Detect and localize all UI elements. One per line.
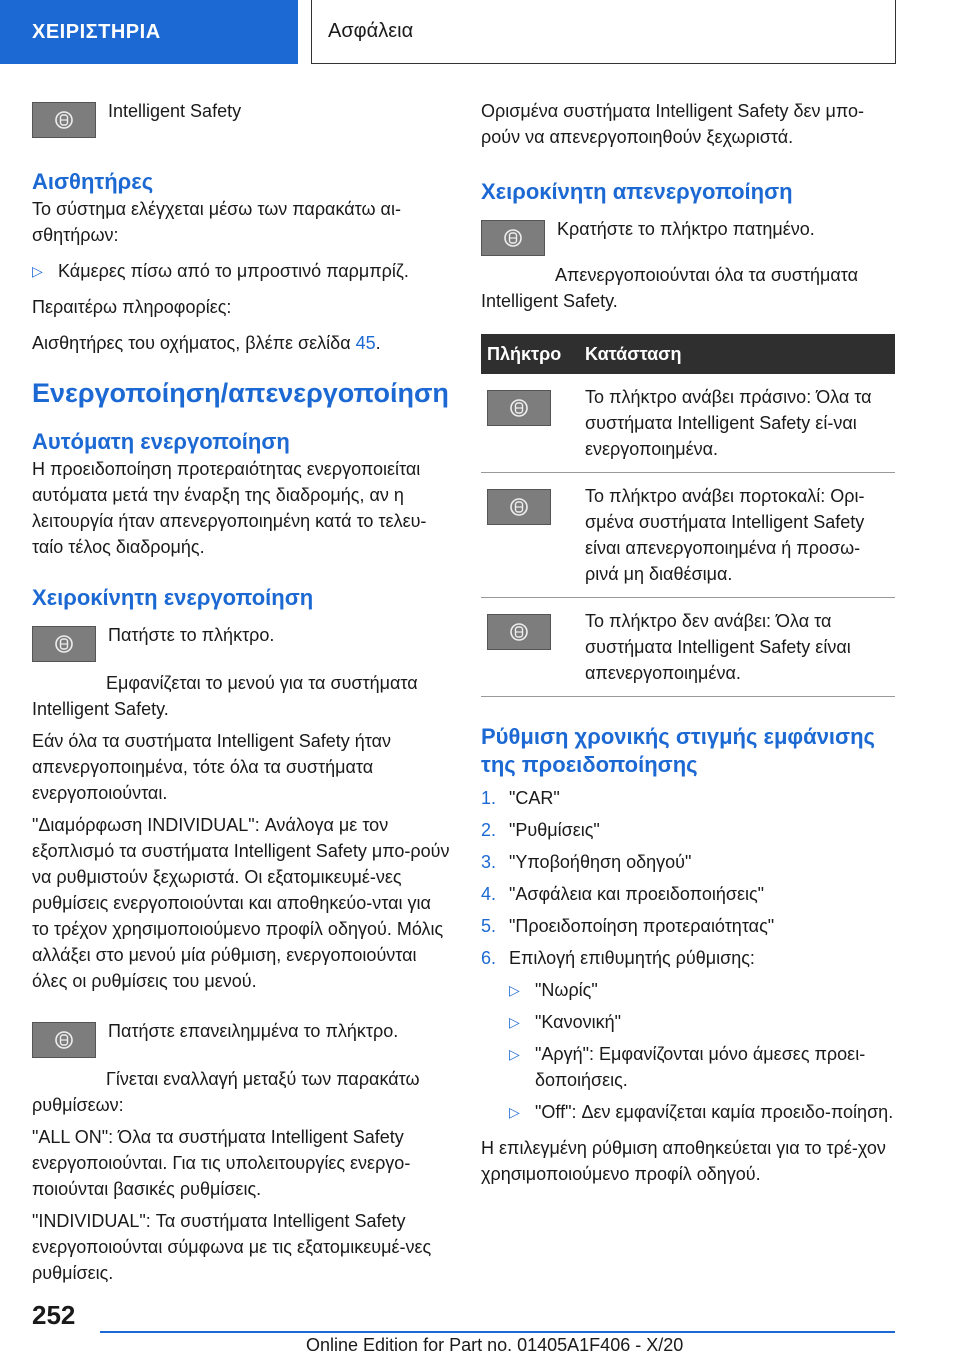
intelligent-safety-button-icon bbox=[481, 220, 545, 256]
list-item bbox=[481, 785, 895, 811]
intelligent-safety-button-icon bbox=[487, 390, 551, 426]
deactivation-step-1: Κρατήστε το πλήκτρο πατημένο. bbox=[557, 219, 815, 239]
timing-title: Ρύθμιση χρονικής στιγμής εμφάνισης της προειδοποίησης bbox=[481, 724, 875, 777]
status-cell: Το πλήκτρο ανάβει πορτοκαλί: Ορι-σμένα συστήματα Intelligent Safety είναι απενεργοποιημένα ή προσω-ρινά μη διαθέσιμα. bbox=[579, 473, 895, 598]
individual-text: "INDIVIDUAL": Τα συστήματα Intelligent Safety ενεργοποιούνται σύμφωνα με τις εξατομικευμέ-νες ρυθμίσεις. bbox=[32, 1211, 432, 1283]
manual-paragraph-1: Εάν όλα τα συστήματα Intelligent Safety ήταν απενεργοποιημένα, τότε όλα τα συστήματα ενεργοποιούνται. bbox=[32, 731, 392, 803]
reference-text: Αισθητήρες του οχήματος, βλέπε σελίδα bbox=[32, 333, 351, 353]
table-row bbox=[481, 598, 895, 697]
option-text: "Νωρίς" bbox=[535, 980, 598, 1000]
triangle-bullet-icon: ▷ bbox=[509, 1014, 520, 1030]
car-safety-icon bbox=[503, 228, 523, 248]
car-safety-icon bbox=[509, 622, 529, 642]
manual-paragraph-2: "Διαμόρφωση INDIVIDUAL": Ανάλογα με τον εξοπλισμό τα συστήματα Intelligent Safety μπο-ρούν να ρυθμιστούν ξεχωριστά. Οι εξατομικευμέ-νες ρυθμίσεις ενεργοποιούνται και αποθηκεύο-νται για το τρέχον χρησιμοποιούμενο προφίλ οδηγού. Μόλις αλλάξει στο μενού μία ρύθμιση, ενεργοποιούνται όλες οι ρυθμίσεις του μενού. bbox=[32, 815, 450, 991]
list-item bbox=[481, 849, 895, 875]
list-item bbox=[481, 945, 895, 971]
repeat-step-1: Πατήστε επανειλημμένα το πλήκτρο. bbox=[108, 1021, 399, 1041]
car-safety-icon bbox=[54, 110, 74, 130]
intelligent-safety-button-icon bbox=[487, 614, 551, 650]
option-text: "Κανονική" bbox=[535, 1012, 621, 1032]
sensors-reference bbox=[32, 330, 452, 356]
step-text: "Ρυθμίσεις" bbox=[509, 820, 600, 840]
intelligent-safety-button-icon bbox=[32, 102, 96, 138]
reference-end: . bbox=[375, 333, 381, 353]
step-number: 6. bbox=[481, 948, 497, 968]
table-row bbox=[481, 374, 895, 473]
chapter-tab[interactable] bbox=[0, 0, 298, 64]
button-label: Intelligent Safety bbox=[108, 101, 242, 121]
more-info: Περαιτέρω πληροφορίες: bbox=[32, 297, 232, 317]
steps-list bbox=[481, 785, 895, 1125]
triangle-bullet-icon: ▷ bbox=[509, 1104, 520, 1120]
step-text: Επιλογή επιθυμητής ρύθμισης: bbox=[509, 948, 755, 968]
button-cell bbox=[481, 374, 579, 473]
status-cell: Το πλήκτρο δεν ανάβει: Όλα τα συστήματα Intelligent Safety είναι απενεργοποιημένα. bbox=[579, 598, 895, 697]
option-text: "Αργή": Εμφανίζονται μόνο άμεσες προει-δοποιήσεις. bbox=[535, 1044, 866, 1090]
list-item bbox=[481, 913, 895, 939]
deactivation-button-row bbox=[481, 216, 895, 256]
triangle-bullet-icon: ▷ bbox=[509, 1046, 520, 1062]
step-number: 3. bbox=[481, 852, 497, 872]
car-safety-icon bbox=[54, 1030, 74, 1050]
activation-title: Ενεργοποίηση/απενεργοποίηση bbox=[32, 378, 449, 408]
manual-activation-title: Χειροκίνητη ενεργοποίηση bbox=[32, 585, 314, 610]
step-number: 4. bbox=[481, 884, 497, 904]
step-text: "CAR" bbox=[509, 788, 560, 808]
bullet-text: Κάμερες πίσω από το μπροστινό παρμπρίζ. bbox=[58, 261, 409, 281]
step-number: 2. bbox=[481, 820, 497, 840]
auto-activation-title: Αυτόματη ενεργοποίηση bbox=[32, 429, 290, 454]
car-safety-icon bbox=[509, 398, 529, 418]
section-header bbox=[311, 0, 896, 64]
triangle-bullet-icon: ▷ bbox=[32, 263, 43, 279]
column-header-status: Κατάσταση bbox=[579, 334, 895, 374]
right-column bbox=[481, 98, 895, 1187]
manual-step-1: Πατήστε το πλήκτρο. bbox=[108, 625, 275, 645]
intelligent-safety-button-icon bbox=[32, 626, 96, 662]
car-safety-icon bbox=[509, 497, 529, 517]
section-label: Ασφάλεια bbox=[328, 20, 414, 42]
closing-text: Η επιλεγμένη ρύθμιση αποθηκεύεται για το τρέ-χον χρησιμοποιούμενο προφίλ οδηγού. bbox=[481, 1138, 886, 1184]
intelligent-safety-button-icon bbox=[487, 489, 551, 525]
footer-divider bbox=[100, 1331, 895, 1333]
list-item bbox=[481, 817, 895, 843]
left-column bbox=[32, 98, 452, 1286]
button-state-table bbox=[481, 334, 895, 697]
list-item bbox=[481, 881, 895, 907]
step-text: "Ασφάλεια και προειδοποιήσεις" bbox=[509, 884, 765, 904]
step-number: 5. bbox=[481, 916, 497, 936]
table-row bbox=[481, 473, 895, 598]
option-text: "Off": Δεν εμφανίζεται καμία προειδο-ποίηση. bbox=[535, 1102, 894, 1122]
option-item bbox=[481, 1041, 895, 1093]
auto-activation-text: Η προειδοποίηση προτεραιότητας ενεργοποιείται αυτόματα μετά την έναρξη της διαδρομής, αν η λειτουργία ήταν απενεργοποιημένη κατά το τελευ-ταίο τέλος διαδρομής. bbox=[32, 459, 427, 557]
status-cell: Το πλήκτρο ανάβει πράσινο: Όλα τα συστήματα Intelligent Safety εί-ναι ενεργοποιημένα. bbox=[579, 374, 895, 473]
intelligent-safety-button-icon bbox=[32, 1022, 96, 1058]
table-header-row bbox=[481, 334, 895, 374]
triangle-bullet-icon: ▷ bbox=[509, 982, 520, 998]
manual-deactivation-title: Χειροκίνητη απενεργοποίηση bbox=[481, 179, 793, 204]
option-item bbox=[481, 1009, 895, 1035]
car-safety-icon bbox=[54, 634, 74, 654]
option-item bbox=[481, 977, 895, 1003]
repeat-button-row bbox=[32, 1018, 452, 1058]
all-on-text: "ALL ON": Όλα τα συστήματα Intelligent Safety ενεργοποιούνται. Για τις υπολειτουργίες ενεργο-ποιούνται βασικές ρυθμίσεις. bbox=[32, 1127, 411, 1199]
page-number: 252 bbox=[32, 1300, 76, 1330]
button-cell bbox=[481, 598, 579, 697]
option-item bbox=[481, 1099, 895, 1125]
column-header-button: Πλήκτρο bbox=[481, 334, 579, 374]
page-link[interactable]: 45 bbox=[355, 333, 376, 353]
sensors-text: Το σύστημα ελέγχεται μέσω των παρακάτω αι-σθητήρων: bbox=[32, 199, 401, 245]
edition-footer: Online Edition for Part no. 01405A1F406 - X/20 bbox=[306, 1335, 684, 1355]
repeat-step-2: Γίνεται εναλλαγή μεταξύ των παρακάτω ρυθμίσεων: bbox=[32, 1069, 420, 1115]
button-cell bbox=[481, 473, 579, 598]
step-text: "Προειδοποίηση προτεραιότητας" bbox=[509, 916, 775, 936]
sensors-title: Αισθητήρες bbox=[32, 169, 154, 194]
intro-text: Ορισμένα συστήματα Intelligent Safety δεν μπο-ρούν να απενεργοποιηθούν ξεχωριστά. bbox=[481, 101, 865, 147]
step-text: "Υποβοήθηση οδηγού" bbox=[509, 852, 692, 872]
intelligent-safety-button-row bbox=[32, 98, 452, 138]
manual-step-2: Εμφανίζεται το μενού για τα συστήματα Intelligent Safety. bbox=[32, 673, 418, 719]
chapter-label: ΧΕΙΡΙΣΤΗΡΙΑ bbox=[32, 20, 161, 43]
bullet-item bbox=[32, 258, 452, 284]
deactivation-step-2: Απενεργοποιούνται όλα τα συστήματα Intelligent Safety. bbox=[481, 265, 859, 311]
step-number: 1. bbox=[481, 788, 497, 808]
manual-button-row bbox=[32, 622, 452, 662]
